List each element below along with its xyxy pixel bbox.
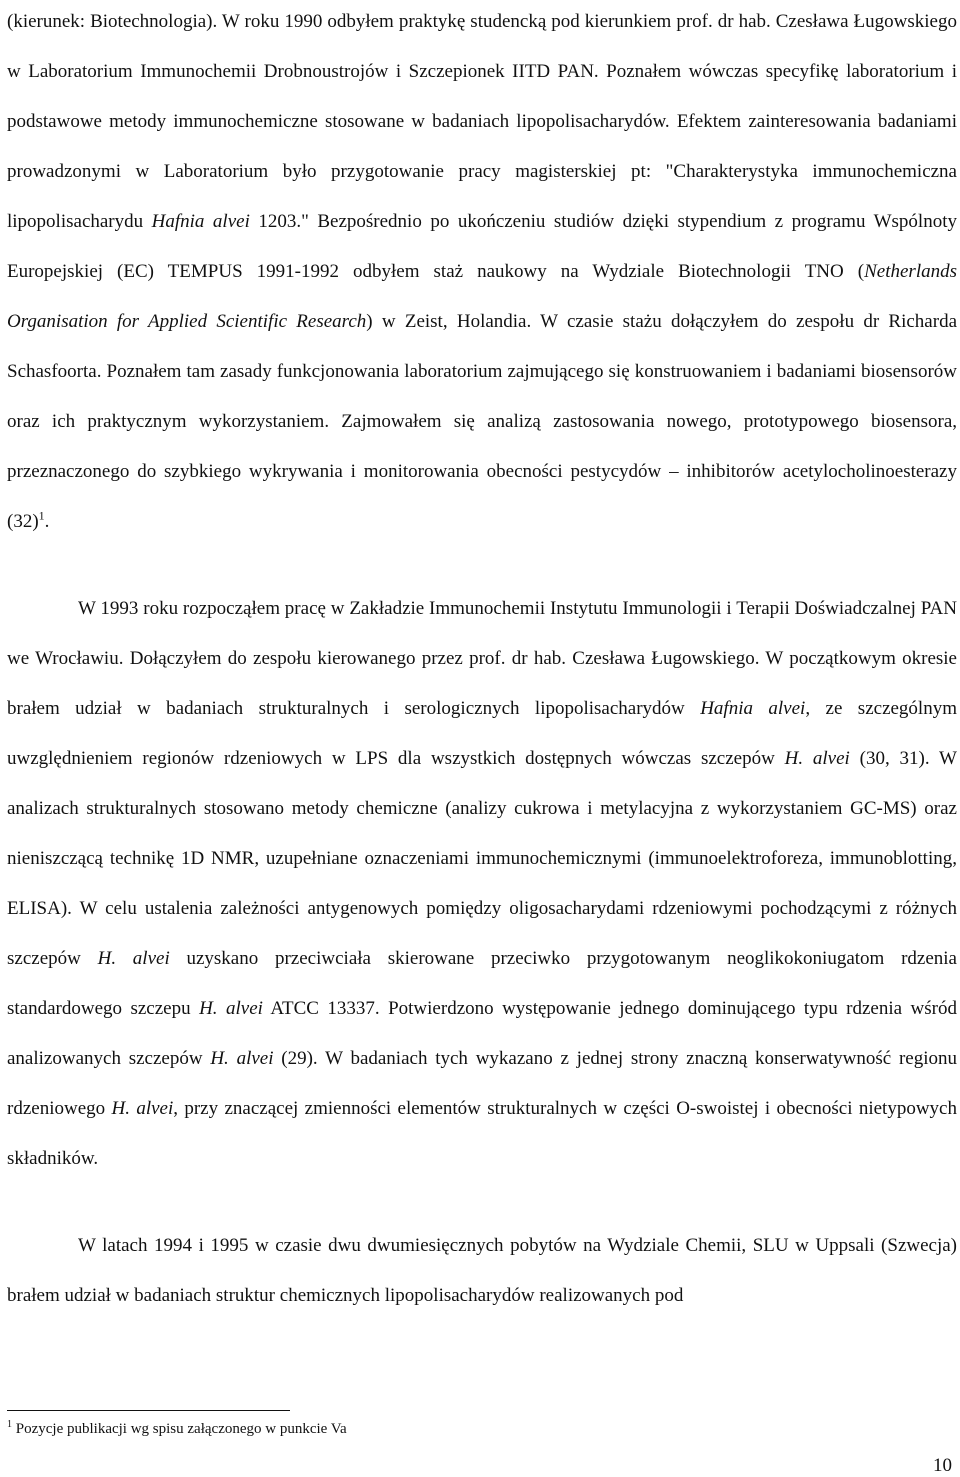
footnote-marker: 1 — [7, 1419, 12, 1430]
p1-italic-1: Hafnia alvei — [151, 211, 250, 232]
document-page — [7, 0, 957, 1321]
footnote-reference: 1 — [38, 508, 45, 523]
p2-italic-5: H. alvei — [210, 1048, 274, 1069]
p2-italic-4: H. alvei — [199, 998, 263, 1019]
p2-text-2: , ze szczególnym uwzględnieniem regionów rdzeniowych w LPS dla wszystkich dostępnych wówczas szczepów — [7, 698, 957, 769]
page-number: 10 — [933, 1455, 952, 1476]
p3-text-1: W latach 1994 i 1995 w czasie dwu dwumiesięcznych pobytów na Wydziale Chemii, SLU w Uppsali (Szwecja) brałem udział w badaniach struktur chemicznych lipopolisacharydów realizowanych pod — [7, 1235, 957, 1306]
footnote — [7, 1419, 347, 1439]
p2-italic-2: H. alvei — [784, 748, 850, 769]
paragraph-3 — [7, 1221, 957, 1321]
p1-text-3: ) w Zeist, Holandia. W czasie stażu dołączyłem do zespołu dr Richarda Schasfoorta. Poznałem tam zasady funkcjonowania laboratorium zajmującego się konstruowaniem i badaniami biosensorów oraz ich praktycznym wykorzystaniem. Zajmowałem się analizą zastosowania nowego, prototypowego biosensora, przeznaczonego do szybkiego wykrywania i monitorowania obecności pestycydów – inhibitorów acetylocholinoesterazy (32) — [7, 311, 957, 532]
footnote-text: Pozycje publikacji wg spisu załączonego w punkcie Va — [12, 1421, 347, 1437]
p2-text-4: uzyskano przeciwciała skierowane przeciwko przygotowanym neoglikokoniugatom rdzenia standardowego szczepu — [7, 948, 957, 1019]
p2-italic-1: Hafnia alvei — [700, 698, 806, 719]
p2-italic-6: H. alvei — [111, 1098, 174, 1119]
p2-text-3: (30, 31). W analizach strukturalnych stosowano metody chemiczne (analizy cukrowa i metylacyjna z wykorzystaniem GC-MS) oraz nieniszczącą technikę 1D NMR, uzupełniane oznaczeniami immunochemicznymi (immunoelektroforeza, immunoblotting, ELISA). W celu ustalenia zależności antygenowych pomiędzy oligosacharydami rdzeniowymi pochodzącymi z różnych szczepów — [7, 748, 957, 969]
p2-text-7: , przy znaczącej zmienności elementów strukturalnych w części O-swoistej i obecności nietypowych składników. — [7, 1098, 957, 1169]
p1-italic-2: Netherlands Organisation for Applied Scientific Research — [7, 261, 957, 332]
footnote-separator — [7, 1410, 290, 1411]
p1-text-1: (kierunek: Biotechnologia). W roku 1990 odbyłem praktykę studencką pod kierunkiem prof. dr hab. Czesława Ługowskiego w Laboratorium Immunochemii Drobnoustrojów i Szczepionek IITD PAN. Poznałem wówczas specyfikę laboratorium i podstawowe metody immunochemiczne stosowane w badaniach lipopolisacharydów. Efektem zainteresowania badaniami prowadzonymi w Laboratorium było przygotowanie pracy magisterskiej pt: "Charakterystyka immunochemiczna lipopolisacharydu — [7, 11, 957, 232]
paragraph-1 — [7, 0, 957, 547]
p2-text-1: W 1993 roku rozpocząłem pracę w Zakładzie Immunochemii Instytutu Immunologii i Terapii Doświadczalnej PAN we Wrocławiu. Dołączyłem do zespołu kierowanego przez prof. dr hab. Czesława Ługowskiego. W początkowym okresie brałem udział w badaniach strukturalnych i serologicznych lipopolisacharydów — [7, 598, 957, 719]
p2-text-6: (29). W badaniach tych wykazano z jednej strony znaczną konserwatywność regionu rdzeniowego — [7, 1048, 958, 1119]
paragraph-2 — [7, 584, 957, 1184]
p1-text-2: 1203." Bezpośrednio po ukończeniu studiów dzięki stypendium z programu Wspólnoty Europejskiej (EC) TEMPUS 1991-1992 odbyłem staż naukowy na Wydziale Biotechnologii TNO ( — [7, 211, 957, 282]
p1-text-4: . — [44, 511, 50, 532]
p2-text-5: ATCC 13337. Potwierdzono występowanie jednego dominującego typu rdzenia wśród analizowanych szczepów — [7, 998, 957, 1069]
p2-italic-3: H. alvei — [97, 948, 170, 969]
